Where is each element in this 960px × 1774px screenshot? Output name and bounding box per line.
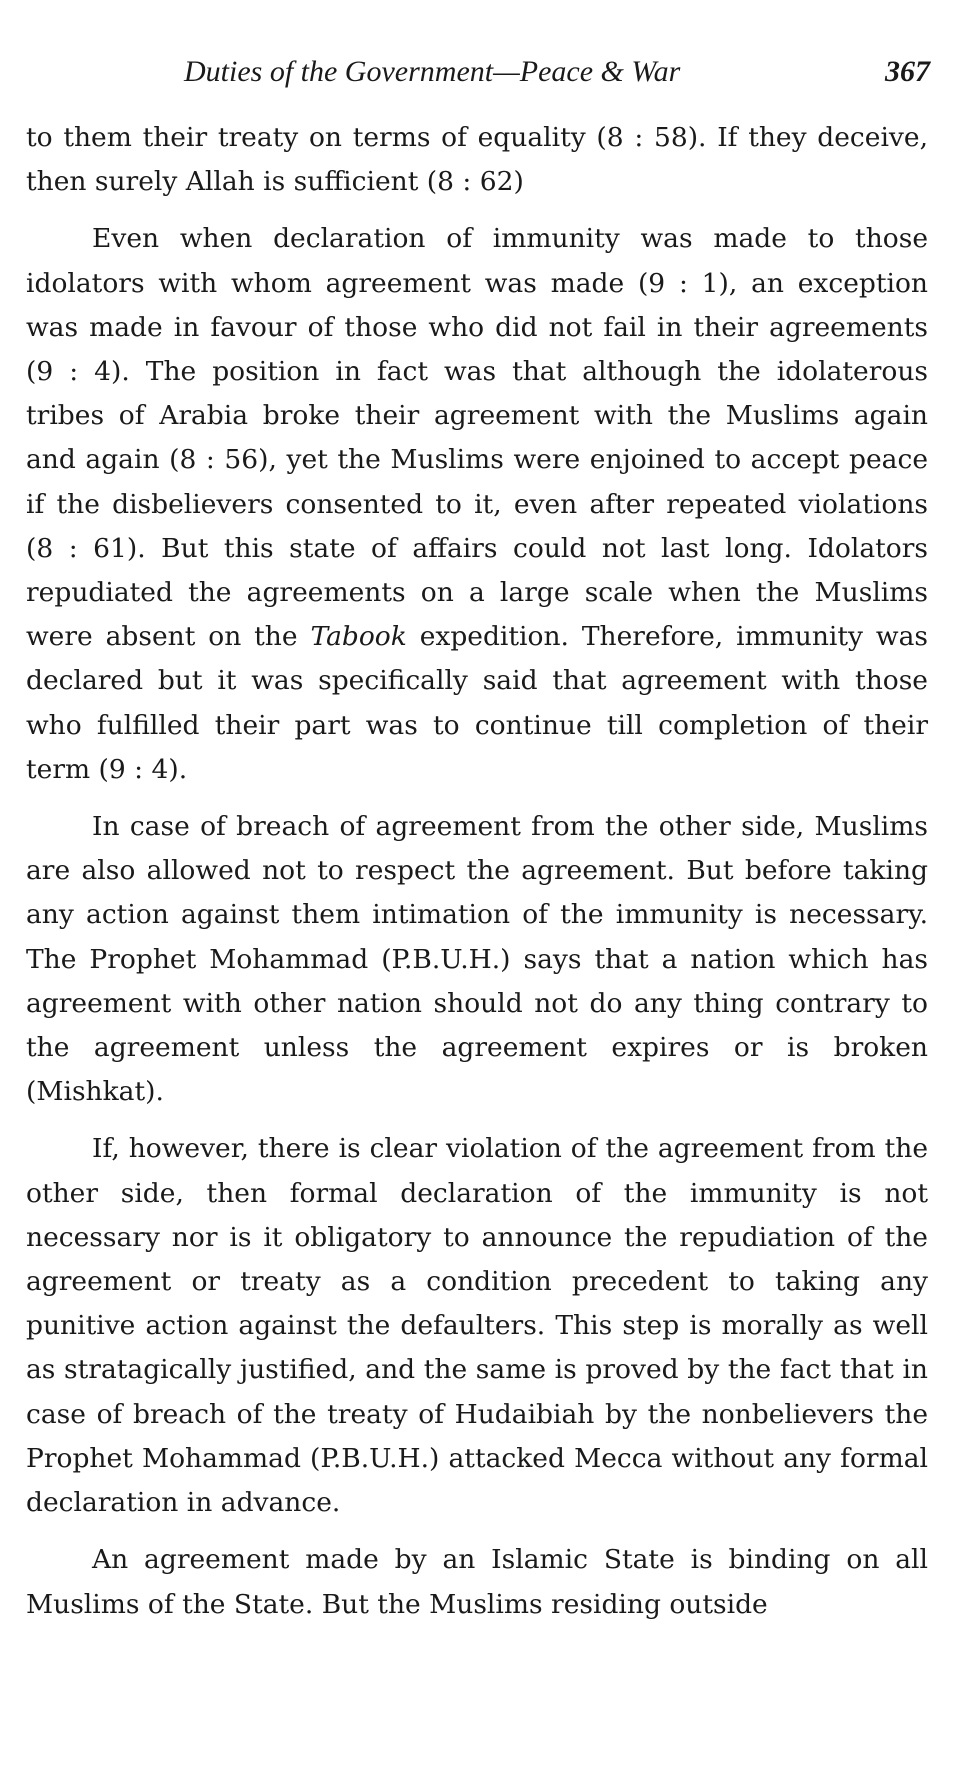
paragraph-2-italic-term: Tabook xyxy=(310,621,407,653)
running-title: Duties of the Government—Peace & War xyxy=(184,55,681,88)
paragraph-5 xyxy=(26,1538,928,1626)
paragraph-2-text: Even when declaration of immunity was made to those idolators with whom agreement was made (9 : 1), an exception was made in favour of those who did not fail in their agreements (9 : 4). The position in fact was that although the idolaterous tribes of Arabia broke their agreement with the Muslims again and again (8 : 56), yet the Muslims were enjoined to accept peace if the disbelievers consented to it, even after repeated violations (8 : 61). But this state of affairs could not last long. Idolators repudiated the agreements on a large scale when the Muslims were absent on the xyxy=(26,223,928,653)
paragraph-4-text: If, however, there is clear violation of the agreement from the other side, then formal declaration of the immunity is not necessary nor is it obligatory to announce the repudiation of the agreement or treaty as a condition precedent to taking any punitive action against the defaulters. This step is morally as well as stratagically justified, and the same is proved by the fact that in case of breach of the treaty of Hudaibiah by the nonbelievers the Prophet Mohammad (P.B.U.H.) attacked Mecca without any formal declaration in advance. xyxy=(26,1133,928,1519)
paragraph-3-text: In case of breach of agreement from the other side, Muslims are also allowed not to respect the agreement. But before taking any action against them intimation of the immunity is necessary. The Prophet Mohammad (P.B.U.H.) says that a nation which has agreement with other nation should not do any thing contrary to the agreement unless the agreement expires or is broken (Mishkat). xyxy=(26,811,928,1108)
paragraph-3 xyxy=(26,805,928,1114)
paragraph-4 xyxy=(26,1127,928,1525)
body-text xyxy=(26,116,928,1627)
paragraph-1-text: to them their treaty on terms of equality (8 : 58). If they deceive, then surely Allah is sufficient (8 : 62) xyxy=(26,122,928,198)
paragraph-5-text: An agreement made by an Islamic State is binding on all Muslims of the State. But the Muslims residing outside xyxy=(26,1544,928,1620)
page-number: 367 xyxy=(885,55,930,88)
paragraph-2-text-after: expedition. Therefore, immunity was declared but it was specifically said that agreement with those who fulfilled their part was to continue till completion of their term (9 : 4). xyxy=(26,621,928,785)
paragraph-2 xyxy=(26,217,928,792)
paragraph-1 xyxy=(26,116,928,204)
running-head xyxy=(24,50,930,94)
